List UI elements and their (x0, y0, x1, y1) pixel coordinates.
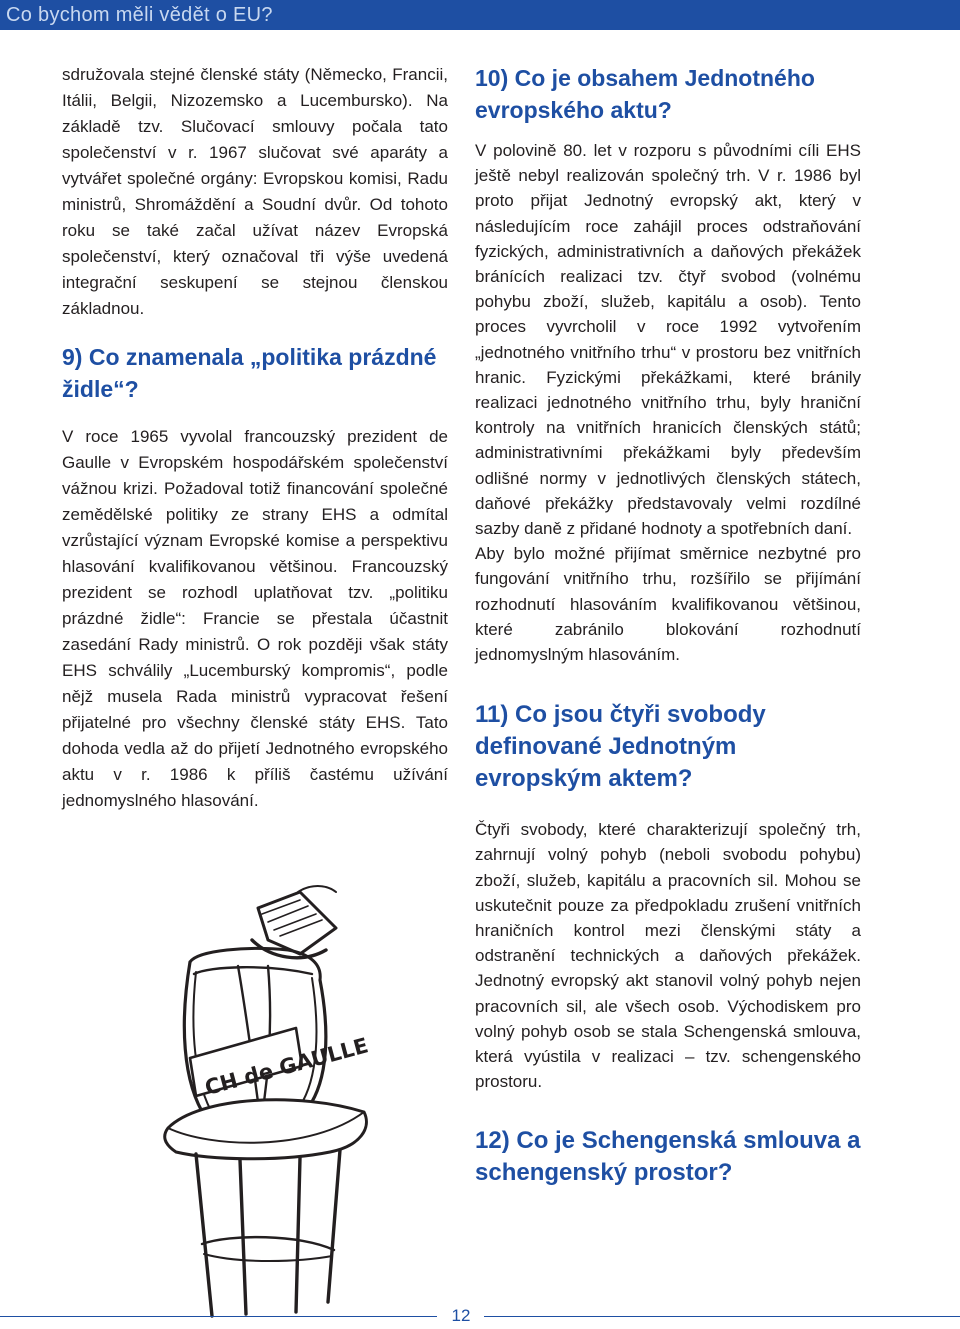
heading-question-9: 9) Co znamenala „politika prázdné židle“? (62, 344, 437, 402)
paragraph-empty-chair: V roce 1965 vyvolal francouzský prezident de Gaulle v Evropském hospodářském společenství vážnou krizi. Požadoval totiž financování společné zemědělské politiky ze strany EHS a odmítal vzrůstající význam Evropské komise a perspektivu hlasování kvalifikovanou většinou. Francouzský prezident se rozhodl uplatňovat tzv. „politiku prázdné židle“: Francie se přestala účastnit zasedání Rady ministrů. O rok později však státy EHS schválily „Lucemburský kompromis“, podle nějž musela Rada ministrů vypracovat řešení přijatelné pro všechny členské státy EHS. Tato dohoda vedla až do přijetí Jednotného evropského aktu v r. 1986 k příliš častému užívání jednomyslného hlasování. (62, 427, 448, 810)
paragraph-qualified-majority: Aby bylo možné přijímat směrnice nezbytné pro fungování vnitřního trhu, rozšířilo se přijímání rozhodnutí hlasováním kvalifikovanou většinou, které zabránilo blokování rozhodnutí jednomyslným hlasováním. (475, 544, 861, 665)
empty-chair-illustration (150, 862, 380, 1324)
intro-paragraph: sdružovala stejné členské státy (Německo, Francii, Itálii, Belgii, Nizozemsko a Lucembursko). Na základě tzv. Slučovací smlouvy počala tato společenství v r. 1967 slučovat své aparáty a vytvářet společné orgány: Evropskou komisi, Radu ministrů, Shromáždění a Soudní dvůr. Od tohoto roku se také začal užívat název Evropská společenství, který označoval tři výše uvedená integrační seskupení se stejnou členskou základnou. (62, 65, 448, 318)
left-column (62, 62, 448, 814)
paragraph-four-freedoms: Čtyři svobody, které charakterizují společný trh, zahrnují volný pohyb (neboli svobodu pohybu) zboží, služeb, kapitálu a pracovních sil. Mohou se uskutečnit pouze za předpokladu zrušení vnitřních hraničních kontrol mezi členskými státy a odstranění technických a daňových překážek. Jednotný evropský akt stanovil volný pohyb nejen pracovních sil, ale všech osob. Východiskem pro volný pohyb osob se stala Schengenská smlouva, která vyústila v realizaci – tzv. schengenského prostoru. (475, 820, 861, 1092)
header-title: Co bychom měli vědět o EU? (6, 4, 273, 26)
footer-rule-left (0, 1316, 437, 1317)
heading-question-11: 11) Co jsou čtyři svobody definované Jednotným evropským aktem? (475, 701, 766, 793)
page-number: 12 (451, 1306, 471, 1325)
right-column (475, 62, 861, 1189)
chair-name-plate-label: CH de GAULLE (202, 1033, 371, 1100)
heading-question-10: 10) Co je obsahem Jednotného evropského aktu? (475, 65, 815, 123)
footer-rule-right (484, 1316, 960, 1317)
paragraph-single-european-act: V polovině 80. let v rozporu s původními cíli EHS ještě nebyl realizován společný trh. V r. 1986 byl proto přijat Jednotný evropský akt, který v následujícím roce zahájil proces odstraňování fyzických, administrativních a daňových překážek bránících realizaci tzv. čtyř svobod (volnému pohybu zboží, služeb, kapitálu a osob). Tento proces vyvrcholil v roce 1992 vytvořením „jednotného vnitřního trhu“ v prostoru bez vnitřních hranic. Fyzickými překážkami, které bránily realizaci jednotného vnitřního trhu, byly hraniční kontroly na vnitřních hranicích členských států; administrativními překážkami byly především odlišné normy v jednotlivých členských státech, daňové překážky představovaly velmi rozdílné sazby daně z přidané hodnoty a spotřebních daní. (475, 141, 861, 539)
header-bar (0, 0, 960, 30)
heading-question-12: 12) Co je Schengenská smlouva a schengenský prostor? (475, 1126, 861, 1186)
